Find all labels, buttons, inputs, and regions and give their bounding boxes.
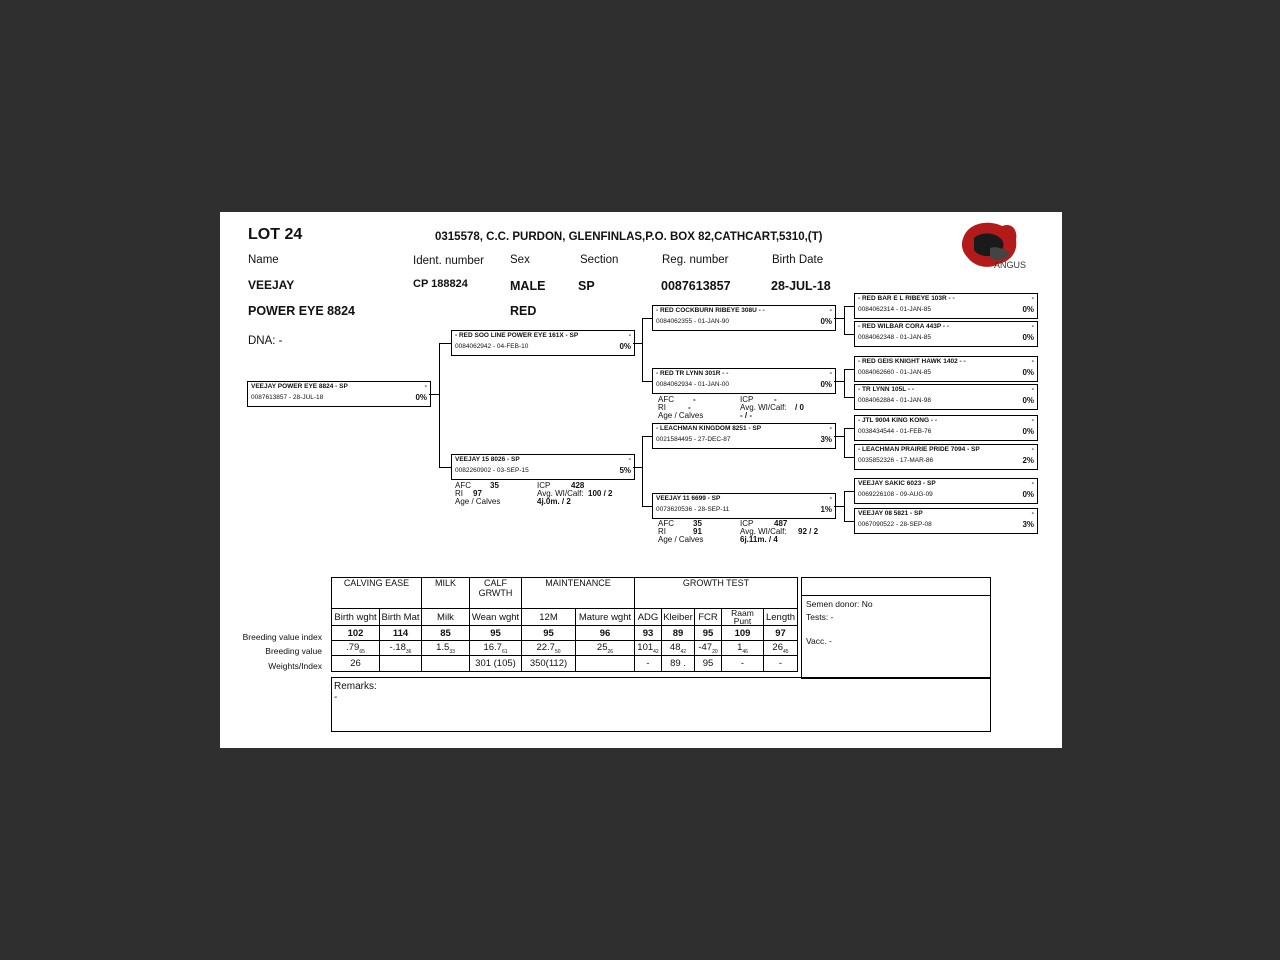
breeding-values-table [331, 577, 798, 672]
connector [642, 318, 643, 381]
connector [844, 491, 854, 492]
group-maintenance: MAINTENANCE [522, 578, 635, 609]
group-growth-test: GROWTH TEST [635, 578, 798, 609]
reg-number: 0087613857 [661, 279, 731, 293]
group-calving-ease: CALVING EASE [332, 578, 422, 609]
tests-value: Tests: - [806, 612, 834, 622]
lot-number: LOT 24 [248, 226, 303, 243]
pedigree-subject[interactable]: VEEJAY POWER EYE 8824 - SP - 0087613857 - 28-JUL-18 0% [247, 381, 431, 407]
vacc-value: Vacc. - [806, 636, 832, 646]
label-ident: Ident. number [413, 255, 484, 267]
pedigree-sds[interactable]: - RED GEIS KNIGHT HAWK 1402 - - - 0084062660 - 01-JAN-85 0% [854, 356, 1038, 382]
row-weights-index: 26 301 (105) 350(112) - 89 . 95 - - [332, 656, 798, 672]
connector [633, 467, 642, 468]
col-birth-mat: Birth Mat [380, 609, 422, 626]
col-birth-wght: Birth wght [332, 609, 380, 626]
pedigree-ddd[interactable]: VEEJAY 08 5821 - SP - 0067090522 - 28-SEP-08 3% [854, 508, 1038, 534]
connector [642, 381, 652, 382]
pedigree-dam[interactable]: VEEJAY 15 8026 - SP - 0082260902 - 03-SEP-15 5% [451, 454, 635, 480]
owner-details: 0315578, C.C. PURDON, GLENFINLAS,P.O. BOX 82,CATHCART,5310,(T) [435, 231, 823, 243]
label-section: Section [580, 254, 619, 266]
col-mature-wght: Mature wght [576, 609, 635, 626]
pedigree-sdd[interactable]: - TR LYNN 105L - - - 0084062884 - 01-JAN-98 0% [854, 384, 1038, 410]
connector [633, 343, 642, 344]
section-value: SP [578, 279, 595, 293]
semen-tests-panel [801, 577, 991, 679]
row-label-bv: Breeding value [265, 646, 322, 656]
connector [642, 318, 652, 319]
col-length: Length [764, 609, 798, 626]
pedigree-dd[interactable]: VEEJAY 11 6699 - SP - 0073620536 - 28-SEP-11 1% [652, 493, 836, 519]
row-breeding-value: $.79_{65}$ $-.18_{36}$ $1.5_{33}$ $16.7_{61}$ $22.7_{50}$ $25_{26}$ $101_{42}$ $48_{42}$ $-47_{20}$ $1_{46}$ $26_{45}$ [332, 641, 798, 656]
connector [844, 521, 854, 522]
connector [834, 436, 844, 437]
col-wean-wght: Wean wght [470, 609, 522, 626]
sex-value: MALE [510, 279, 546, 293]
pedigree-dds[interactable]: VEEJAY SAKIC 6023 - SP - 0069226108 - 09-AUG-09 0% [854, 478, 1038, 504]
dna-label: DNA: - [248, 335, 283, 347]
col-milk: Milk [422, 609, 470, 626]
connector [439, 467, 451, 468]
pedigree-dss[interactable]: - JTL 9004 KING KONG - - - 0038434544 - 01-FEB-76 0% [854, 415, 1038, 441]
dd-performance: AFC 35 ICP 487 RI 91 Avg. WI/Calf: 92 / 2 Age / Calves 6j.11m. / 4 [658, 519, 819, 544]
group-calf-growth: CALF GRWTH [470, 578, 522, 609]
connector [844, 306, 854, 307]
connector [844, 457, 854, 458]
remarks-box [331, 677, 991, 732]
animal-name-line2: POWER EYE 8824 [248, 304, 355, 318]
row-breeding-value-index: 102 114 85 95 95 96 93 89 95 109 97 [332, 626, 798, 641]
birth-date: 28-JUL-18 [771, 279, 831, 293]
connector [844, 428, 845, 457]
animal-name-line1: VEEJAY [248, 278, 295, 292]
col-12m: 12M [522, 609, 576, 626]
pedigree-sd[interactable]: - RED TR LYNN 301R - - - 0084062934 - 01-JAN-00 0% [652, 368, 836, 394]
connector [844, 428, 854, 429]
connector [439, 343, 451, 344]
row-label-bvi: Breeding value index [242, 632, 322, 642]
connector [844, 369, 854, 370]
group-milk: MILK [422, 578, 470, 609]
connector [834, 318, 844, 319]
connector [439, 343, 440, 467]
logo-text: ANGUS [994, 260, 1027, 270]
col-kleiber: Kleiber [662, 609, 695, 626]
connector [844, 334, 854, 335]
connector [642, 436, 652, 437]
col-adg: ADG [635, 609, 662, 626]
remarks-label: Remarks: [334, 681, 377, 692]
connector [844, 491, 845, 521]
sd-performance: AFC - ICP - RI - Avg. WI/Calf: / 0 Age / Calves - / - [658, 395, 804, 420]
col-raam-punt: Raam Punt [722, 609, 764, 626]
connector [642, 436, 643, 506]
label-reg: Reg. number [662, 254, 729, 266]
connector [844, 397, 854, 398]
angus-logo [960, 218, 1027, 270]
connector [844, 369, 845, 397]
connector [834, 381, 844, 382]
connector [642, 506, 652, 507]
pedigree-document [220, 212, 1062, 748]
colour-value: RED [510, 304, 537, 318]
row-label-weights: Weights/Index [268, 661, 322, 671]
pedigree-ds[interactable]: - LEACHMAN KINGDOM 8251 - SP - 0021584495 - 27-DEC-87 3% [652, 423, 836, 449]
pedigree-ss[interactable]: - RED COCKBURN RIBEYE 308U - - - 0084062355 - 01-JAN-90 0% [652, 305, 836, 331]
col-fcr: FCR [695, 609, 722, 626]
dam-performance: AFC 35 ICP 428 RI 97 Avg. WI/Calf: 100 / 2 Age / Calves 4j.0m. / 2 [455, 481, 613, 506]
pedigree-sire[interactable]: - RED SOO LINE POWER EYE 161X - SP - 0084062942 - 04-FEB-10 0% [451, 330, 635, 356]
label-sex: Sex [510, 254, 530, 266]
pedigree-dsd[interactable]: - LEACHMAN PRAIRIE PRIDE 7094 - SP - 0035852326 - 17-MAR-86 2% [854, 444, 1038, 470]
ident-number: CP 188824 [413, 278, 468, 290]
connector [429, 394, 439, 395]
label-birth: Birth Date [772, 254, 824, 266]
connector [834, 506, 844, 507]
connector [844, 306, 845, 334]
breeding-values-panel [331, 577, 990, 730]
remarks-value: - [334, 692, 338, 703]
pedigree-ssd[interactable]: - RED WILBAR CORA 443P - - - 0084062348 - 01-JAN-85 0% [854, 321, 1038, 347]
label-name: Name [248, 254, 279, 266]
pedigree-sss[interactable]: - RED BAR E L RIBEYE 103R - - - 0084062314 - 01-JAN-85 0% [854, 293, 1038, 319]
semen-donor: Semen donor: No [806, 599, 873, 609]
